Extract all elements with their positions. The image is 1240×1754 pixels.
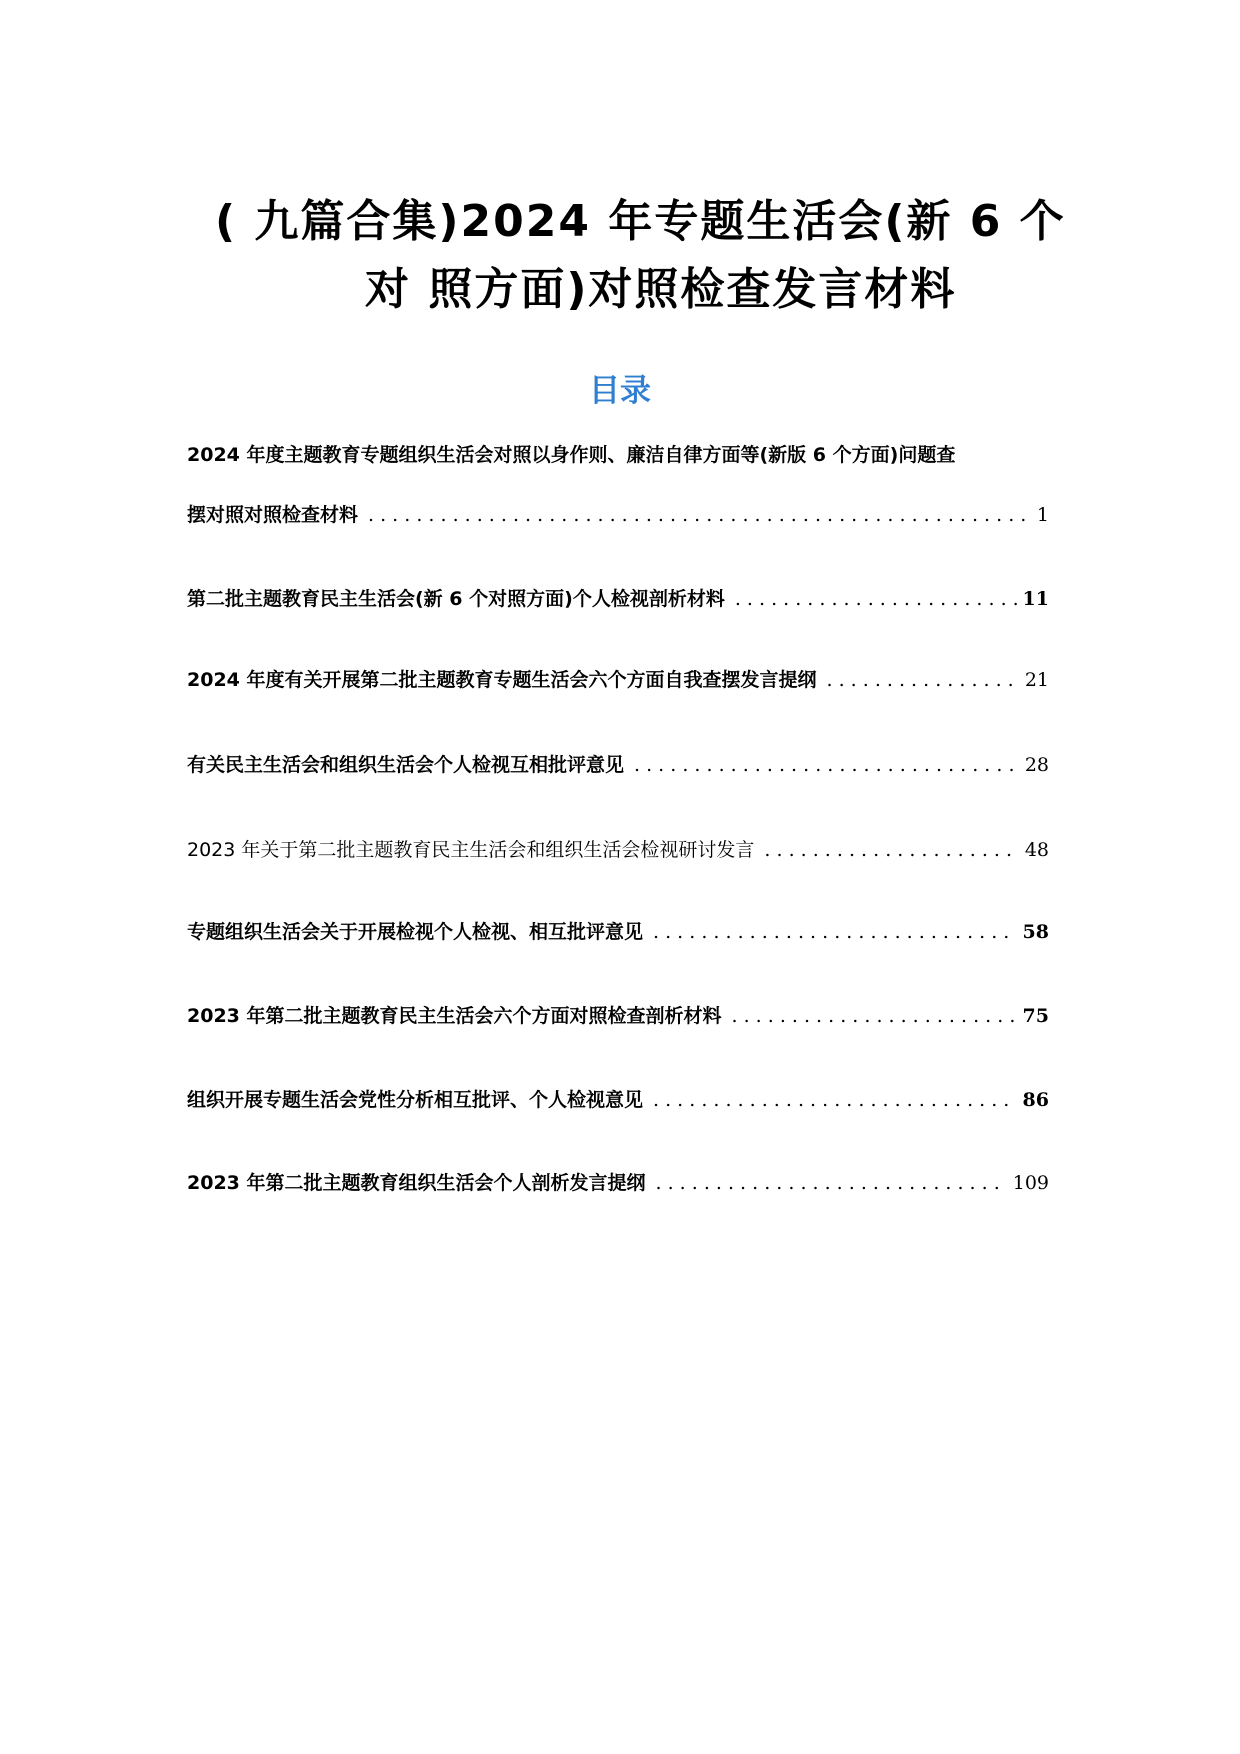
toc-entry-1-title: 摆对照对照检查材料 — [187, 504, 359, 526]
document-title-line-2: 对 照方面)对照检查发言材料 — [365, 264, 957, 315]
toc-entry-9-page: 109 — [1012, 1172, 1049, 1194]
toc-entry-1[interactable] — [187, 500, 1049, 527]
toc-entry-2[interactable] — [187, 584, 1049, 611]
toc-entry-7-title: 2023 年第二批主题教育民主生活会六个方面对照检查剖析材料 — [187, 1005, 722, 1027]
toc-leader-dots — [764, 839, 1018, 861]
toc-entry-3[interactable] — [187, 665, 1049, 692]
toc-entry-8-page: 86 — [1022, 1089, 1049, 1111]
toc-entry-9-title: 2023 年第二批主题教育组织生活会个人剖析发言提纲 — [187, 1172, 646, 1194]
toc-entry-4-page: 28 — [1024, 754, 1049, 776]
toc-entry-7-page: 75 — [1022, 1005, 1049, 1027]
toc-entry-1-line-1: 2024 年度主题教育专题组织生活会对照以身作则、廉洁自律方面等(新版 6 个方面)问题查 — [187, 444, 956, 466]
toc-leader-dots — [827, 669, 1019, 691]
toc-entry-5-title: 2023 年关于第二批主题教育民主生活会和组织生活会检视研讨发言 — [187, 839, 755, 861]
toc-entry-2-page: 11 — [1022, 588, 1049, 610]
toc-entry-4-title: 有关民主生活会和组织生活会个人检视互相批评意见 — [187, 754, 625, 776]
toc-leader-dots — [656, 1172, 1007, 1194]
toc-entry-9[interactable] — [187, 1168, 1049, 1195]
toc-leader-dots — [653, 921, 1017, 943]
toc-entry-5-page: 48 — [1024, 839, 1049, 861]
toc-entry-7[interactable] — [187, 1001, 1049, 1028]
toc-entry-1-page: 1 — [1036, 504, 1049, 526]
toc-entry-6[interactable] — [187, 917, 1049, 944]
toc-entry-6-page: 58 — [1022, 921, 1049, 943]
toc-entry-8-title: 组织开展专题生活会党性分析相互批评、个人检视意见 — [187, 1089, 644, 1111]
toc-leader-dots — [735, 588, 1017, 610]
toc-entry-2-title: 第二批主题教育民主生活会(新 6 个对照方面)个人检视剖析材料 — [187, 588, 725, 610]
toc-leader-dots — [634, 754, 1019, 776]
toc-entry-6-title: 专题组织生活会关于开展检视个人检视、相互批评意见 — [187, 921, 644, 943]
toc-entry-4[interactable] — [187, 750, 1049, 777]
toc-leader-dots — [368, 504, 1031, 526]
document-title-line-1: ( 九篇合集)2024 年专题生活会(新 6 个 — [215, 196, 1066, 247]
toc-leader-dots — [653, 1089, 1017, 1111]
toc-heading: 目录 — [589, 373, 651, 409]
toc-entry-8[interactable] — [187, 1085, 1049, 1112]
toc-entry-3-page: 21 — [1024, 669, 1049, 691]
toc-entry-3-title: 2024 年度有关开展第二批主题教育专题生活会六个方面自我查摆发言提纲 — [187, 669, 817, 691]
toc-entry-5[interactable] — [187, 835, 1049, 862]
toc-leader-dots — [732, 1005, 1017, 1027]
